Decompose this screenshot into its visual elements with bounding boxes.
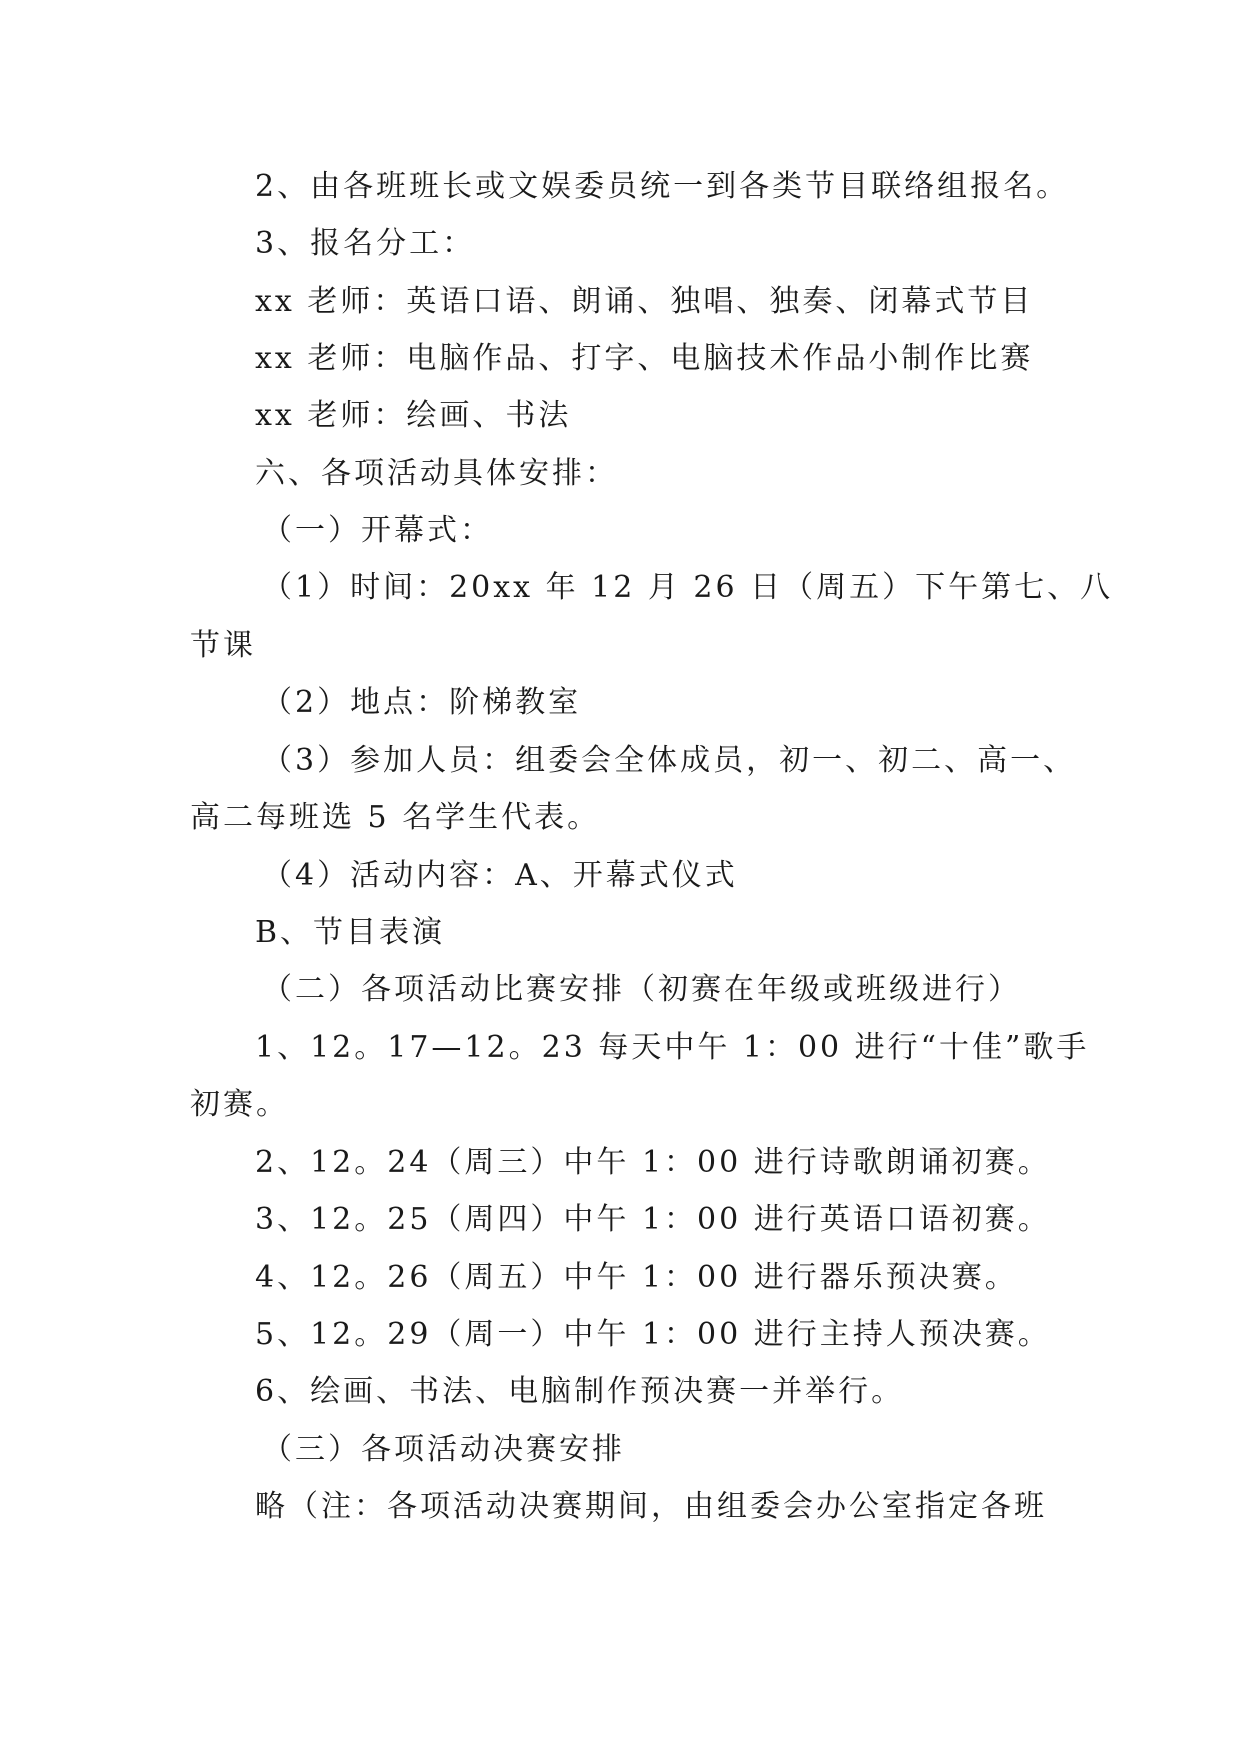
- text-line: B、节目表演: [255, 915, 446, 950]
- text-line: （3）参加人员：组委会全体成员，初一、初二、高一、: [262, 743, 1077, 778]
- subsection-heading: （三）各项活动决赛安排: [262, 1432, 625, 1467]
- text-line: 高二每班选 5 名学生代表。: [190, 800, 601, 835]
- text-line: 6、绘画、书法、电脑制作预决赛一并举行。: [255, 1374, 905, 1409]
- text-line: 节课: [190, 628, 256, 663]
- text-line: 5、12。29（周一）中午 1：00 进行主持人预决赛。: [255, 1317, 1051, 1352]
- text-line: 1、12。17—12。23 每天中午 1：00 进行“十佳”歌手: [255, 1030, 1090, 1065]
- text-line: （2）地点：阶梯教室: [262, 685, 582, 720]
- text-line: 初赛。: [190, 1087, 289, 1122]
- text-line: 略（注：各项活动决赛期间，由组委会办公室指定各班: [255, 1489, 1047, 1524]
- text-line: 3、报名分工：: [255, 226, 476, 261]
- text-line: 2、12。24（周三）中午 1：00 进行诗歌朗诵初赛。: [255, 1145, 1051, 1180]
- subsection-heading: （二）各项活动比赛安排（初赛在年级或班级进行）: [262, 972, 1021, 1007]
- text-line: 2、由各班班长或文娱委员统一到各类节目联络组报名。: [255, 169, 1070, 204]
- section-heading: 六、各项活动具体安排：: [255, 456, 618, 491]
- text-line: xx 老师：电脑作品、打字、电脑技术作品小制作比赛: [255, 341, 1034, 376]
- text-line: xx 老师：英语口语、朗诵、独唱、独奏、闭幕式节目: [255, 284, 1034, 319]
- text-line: （1）时间：20xx 年 12 月 26 日（周五）下午第七、八: [262, 570, 1114, 605]
- text-line: （4）活动内容：A、开幕式仪式: [262, 858, 738, 893]
- subsection-heading: （一）开幕式：: [262, 513, 493, 548]
- text-line: xx 老师：绘画、书法: [255, 398, 572, 433]
- text-line: 3、12。25（周四）中午 1：00 进行英语口语初赛。: [255, 1202, 1051, 1237]
- text-line: 4、12。26（周五）中午 1：00 进行器乐预决赛。: [255, 1260, 1018, 1295]
